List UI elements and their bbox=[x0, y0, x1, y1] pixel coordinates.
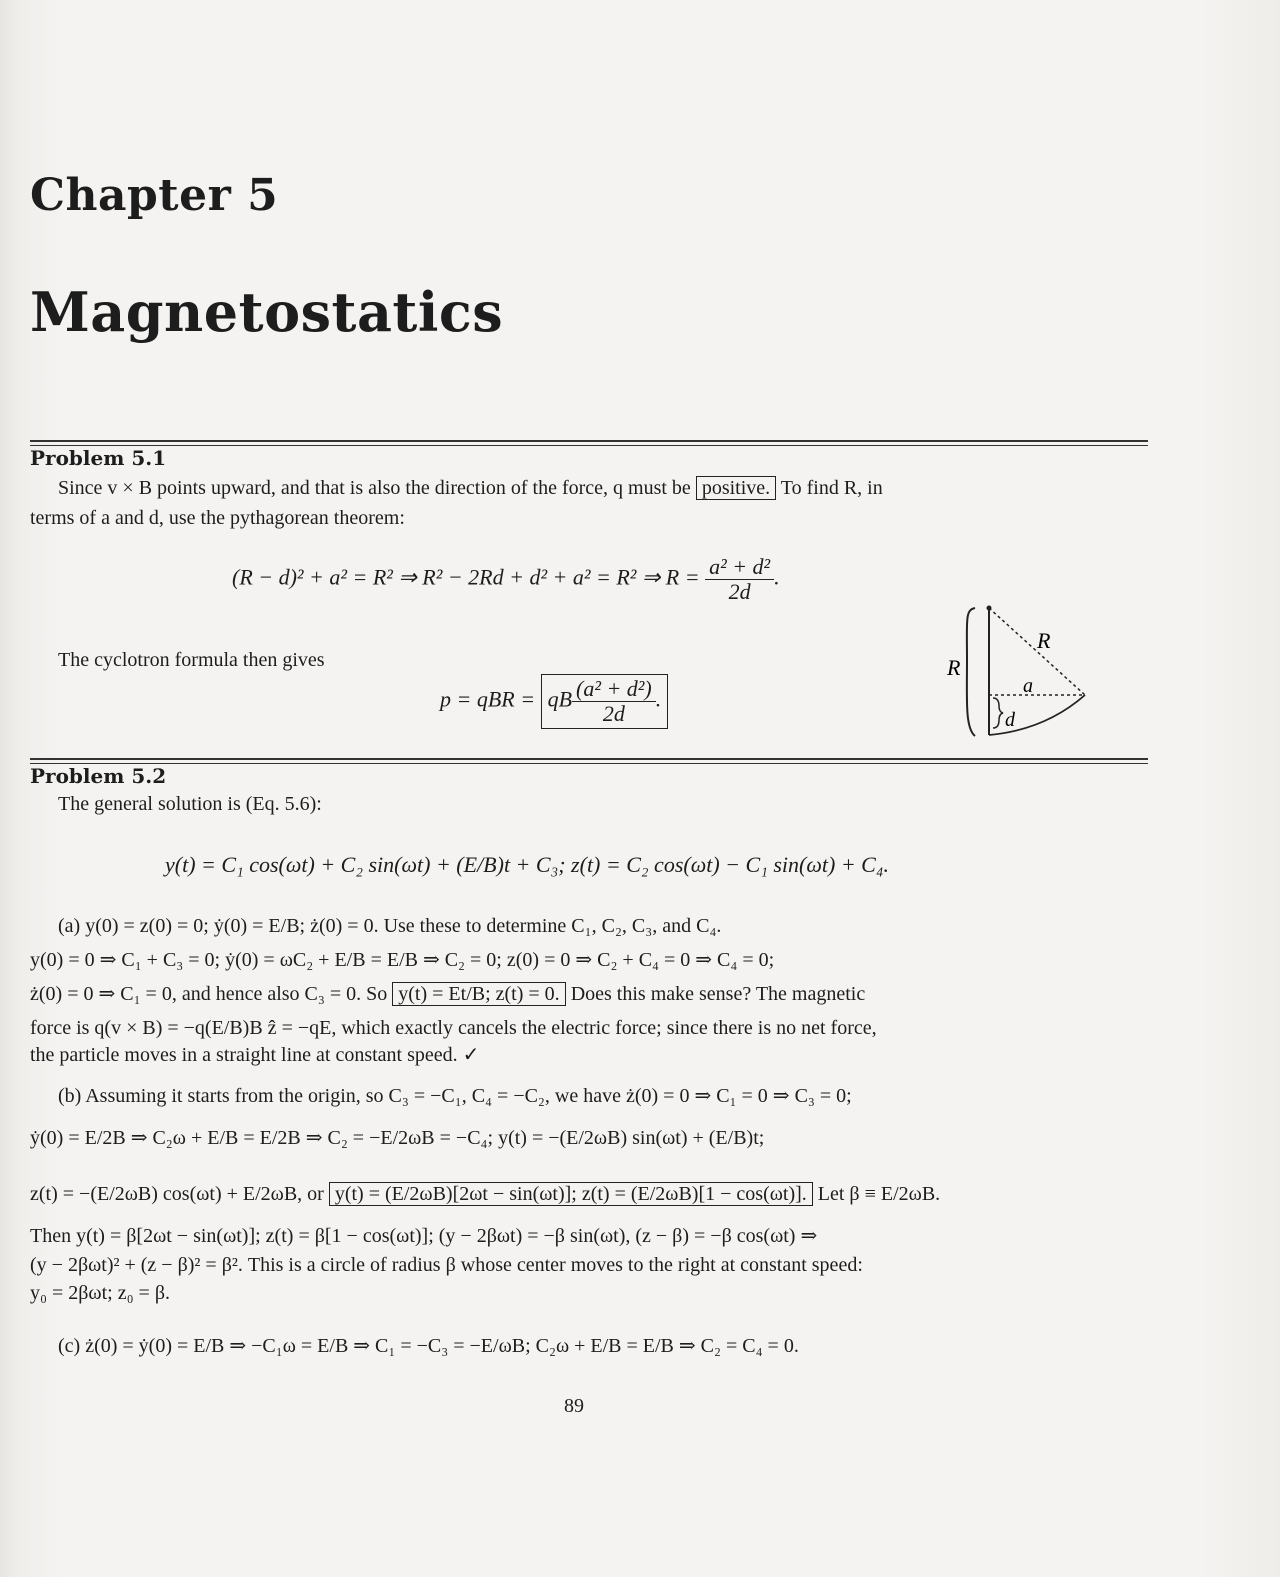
cyclotron-equation: p = qBR = qB $\frac{\text{(a² + d²)}}{2d}$ . bbox=[440, 674, 668, 729]
pythagorean-equation: (R − d)² + a² = R² ⇒ R² − 2Rd + d² + a² = R² ⇒ R = $\frac{\text{a² + d²}}{2d}$ . bbox=[232, 554, 780, 604]
problem-title: Problem 5.2 bbox=[30, 764, 167, 788]
part-a-text: (a) y(0) = z(0) = 0; ẏ(0) = E/B; ż(0) = 0. Use these to determine C₁, C₂, C₃, and C₄. bbox=[58, 915, 722, 937]
problem-text: The general solution is (Eq. 5.6): bbox=[58, 793, 322, 815]
problem-title: Problem 5.1 bbox=[30, 446, 167, 470]
d-label: d bbox=[1005, 709, 1015, 731]
part-b-text: y₀ = 2βωt; z₀ = β. bbox=[30, 1282, 171, 1304]
part-b-text: ẏ(0) = E/2B ⇒ C₂ω + E/B = E/2B ⇒ C₂ = −E/2ωB = −C₄; y(t) = −(E/2ωB) sin(ωt) + (E/B)t; bbox=[30, 1127, 765, 1149]
chapter-title: Magnetostatics bbox=[30, 280, 504, 344]
part-b-text: (y − 2βωt)² + (z − β)² = β². This is a circle of radius β whose center moves to the right at constant speed: bbox=[30, 1254, 863, 1276]
radius-label: R bbox=[1037, 628, 1051, 653]
problem-text: terms of a and d, use the pythagorean theorem: bbox=[30, 507, 405, 529]
part-c-text: (c) ż(0) = ẏ(0) = E/B ⇒ −C₁ω = E/B ⇒ C₁ = −C₃ = −E/ωB; C₂ω + E/B = E/B ⇒ C₂ = C₄ = 0. bbox=[58, 1335, 799, 1357]
part-a-text: the particle moves in a straight line at constant speed. ✓ bbox=[30, 1044, 480, 1066]
boxed-answer: y(t) = (E/2ωB)[2ωt − sin(ωt)]; z(t) = (E/2ωB)[1 − cos(ωt)]. bbox=[329, 1182, 813, 1206]
problem-text: The cyclotron formula then gives bbox=[58, 649, 325, 671]
section-rule bbox=[30, 763, 1148, 764]
section-rule bbox=[30, 758, 1148, 760]
part-b-text: z(t) = −(E/2ωB) cos(ωt) + E/2ωB, or y(t) = (E/2ωB)[2ωt − sin(ωt)]; z(t) = (E/2ωB)[1 − cos(ωt)]. Let β ≡ E/2ωB. bbox=[30, 1183, 941, 1205]
boxed-answer: y(t) = Et/B; z(t) = 0. bbox=[392, 982, 565, 1006]
part-b-text: Then y(t) = β[2ωt − sin(ωt)]; z(t) = β[1 − cos(ωt)]; (y − 2βωt) = −β sin(ωt), (z − β) = −β cos(ωt) ⇒ bbox=[30, 1225, 818, 1247]
general-solution-equation: y(t) = C₁ cos(ωt) + C₂ sin(ωt) + (E/B)t + C₃; z(t) = C₂ cos(ωt) − C₁ sin(ωt) + C₄. bbox=[165, 852, 889, 877]
part-b-text: (b) Assuming it starts from the origin, so C₃ = −C₁, C₄ = −C₂, we have ż(0) = 0 ⇒ C₁ = 0 ⇒ C₃ = 0; bbox=[58, 1085, 852, 1107]
a-label: a bbox=[1023, 675, 1033, 697]
chapter-label: Chapter 5 bbox=[30, 170, 279, 221]
geometry-diagram bbox=[945, 600, 1105, 745]
boxed-answer: qB $\frac{\text{(a² + d²)}}{2d}$ . bbox=[541, 674, 669, 729]
page-number: 89 bbox=[564, 1395, 584, 1417]
part-a-text: y(0) = 0 ⇒ C₁ + C₃ = 0; ẏ(0) = ωC₂ + E/B = E/B ⇒ C₂ = 0; z(0) = 0 ⇒ C₂ + C₄ = 0 ⇒ C₄ = 0; bbox=[30, 949, 775, 971]
part-a-text: ż(0) = 0 ⇒ C₁ = 0, and hence also C₃ = 0. So y(t) = Et/B; z(t) = 0. Does this make sense? The magnetic bbox=[30, 983, 866, 1005]
radius-side-label: R bbox=[947, 655, 961, 680]
boxed-answer: positive. bbox=[696, 476, 776, 500]
problem-text: Since v × B points upward, and that is also the direction of the force, q must be positive. To find R, in bbox=[58, 477, 883, 499]
section-rule bbox=[30, 445, 1148, 446]
section-rule bbox=[30, 440, 1148, 442]
part-a-text: force is q(v × B) = −q(E/B)B ẑ = −qE, which exactly cancels the electric force; since there is no net force, bbox=[30, 1017, 877, 1039]
